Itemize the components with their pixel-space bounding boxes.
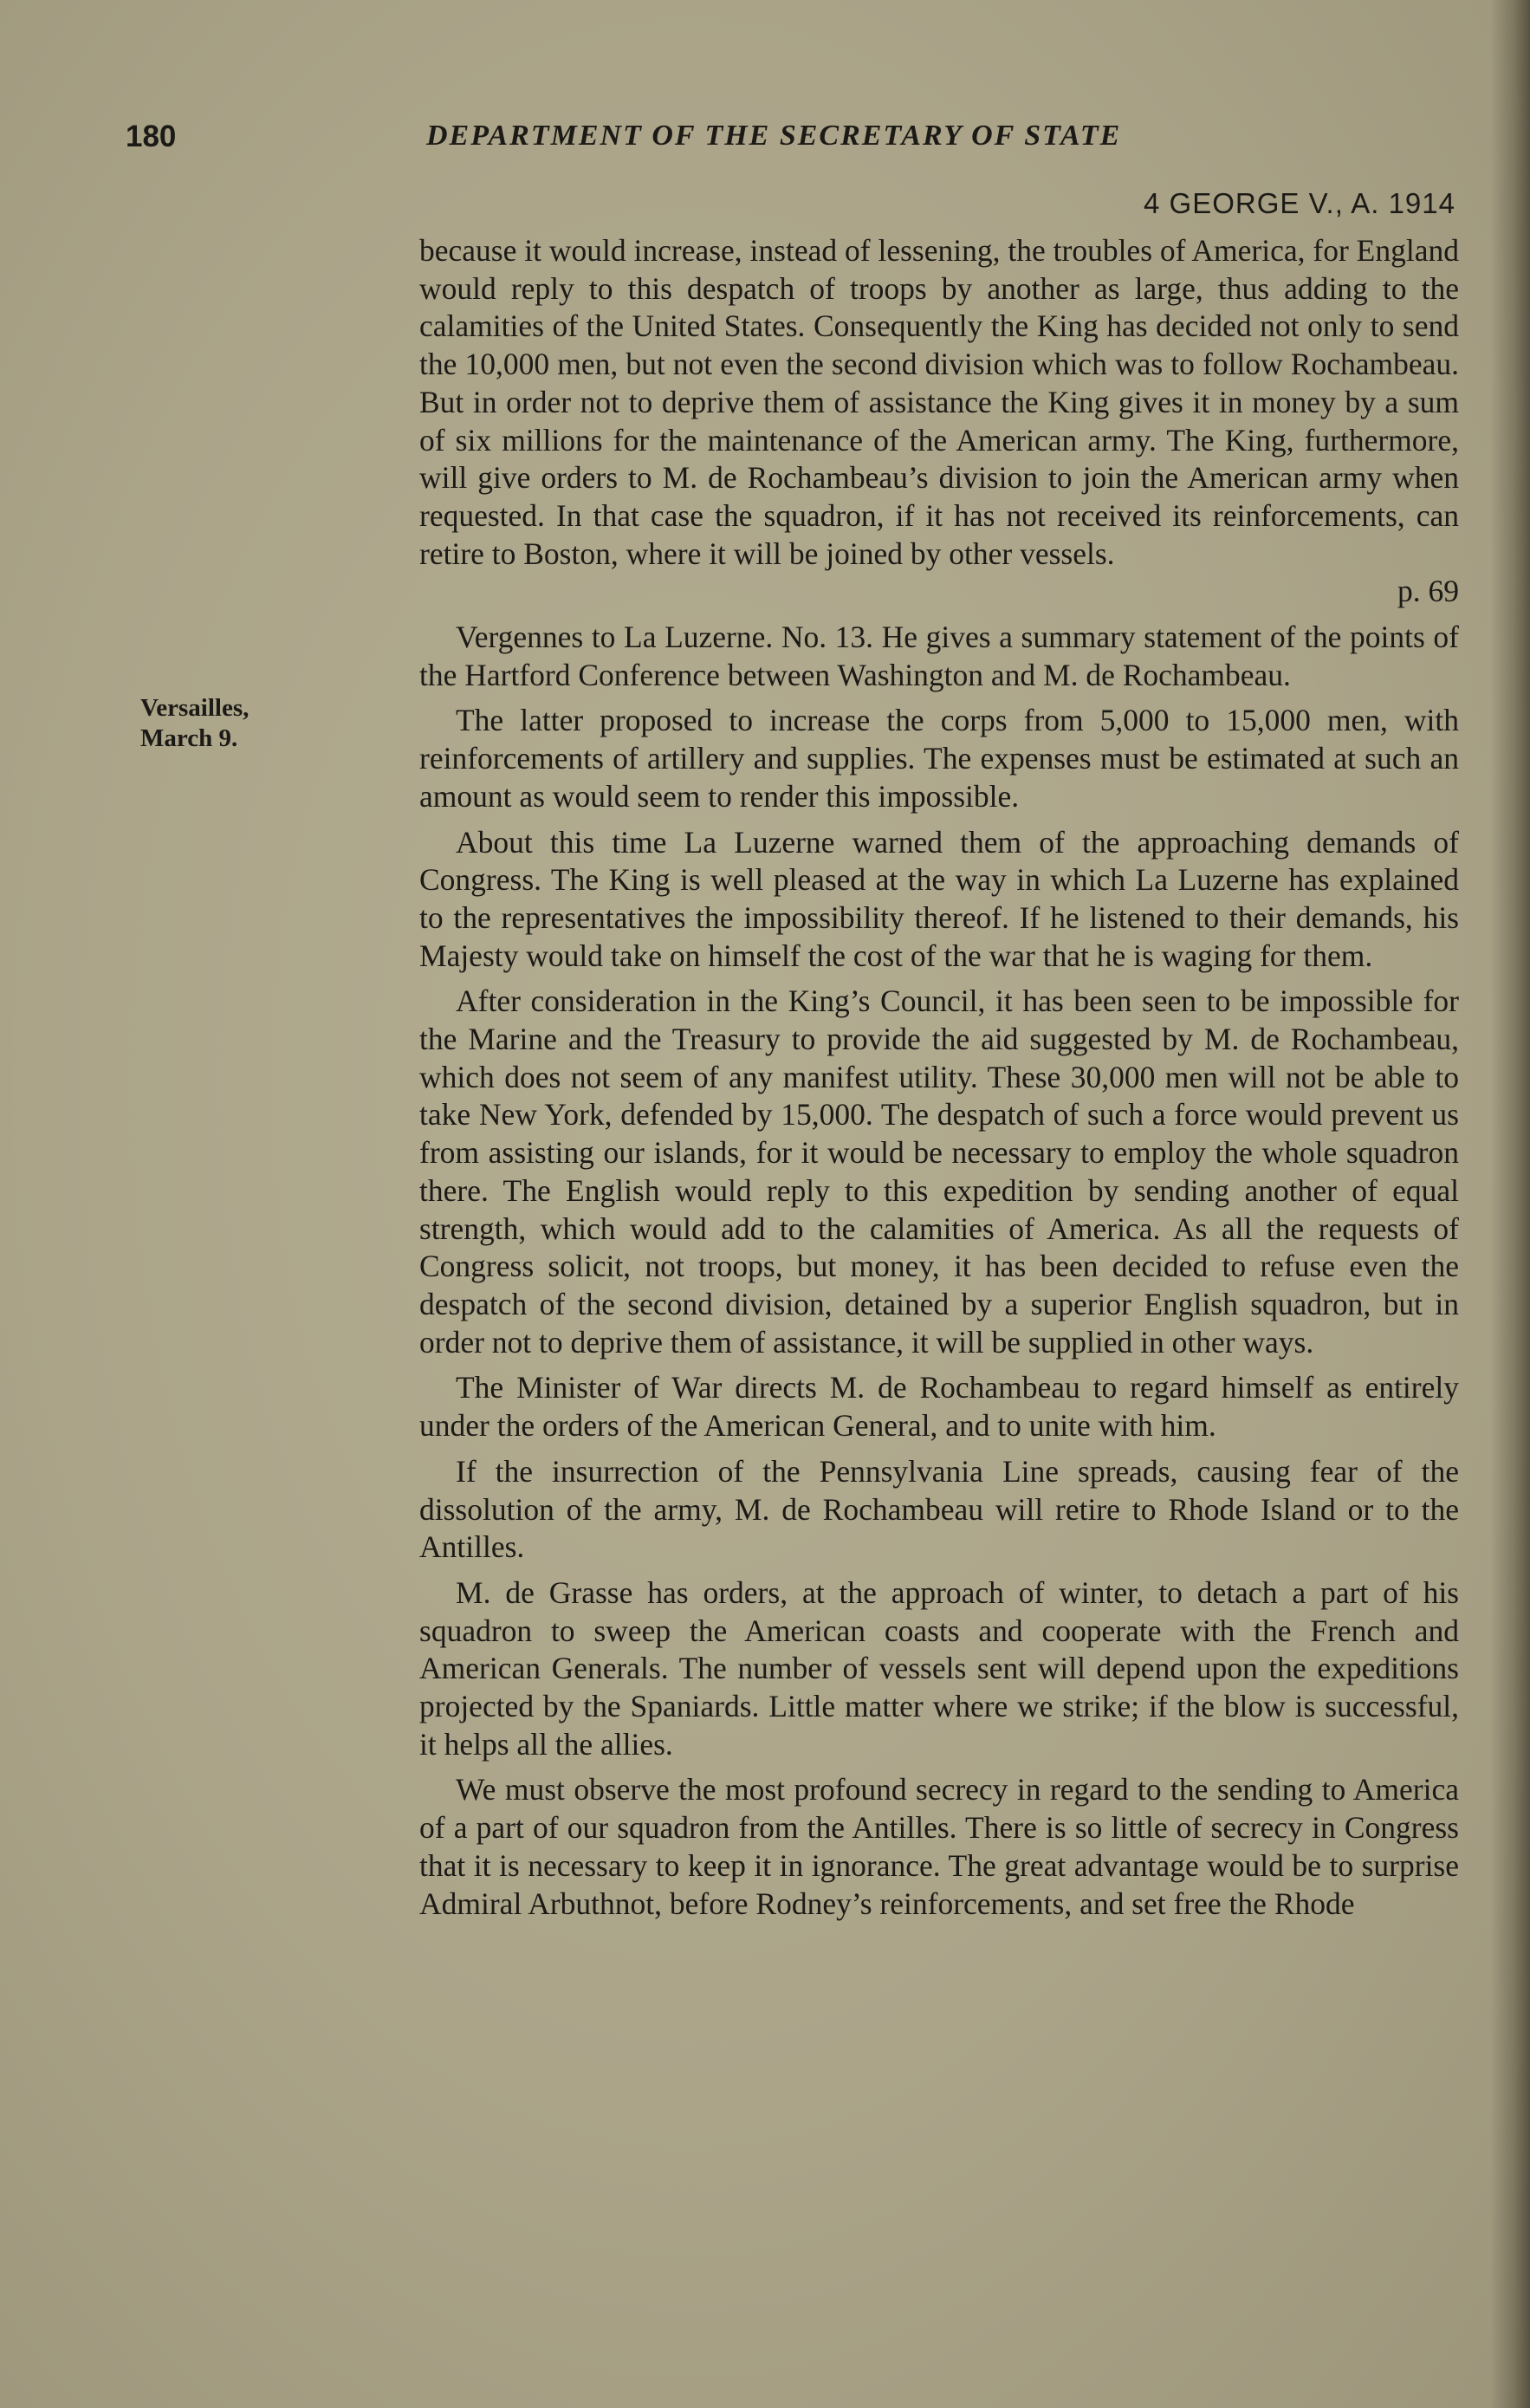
page-number: 180 (126, 120, 177, 153)
margin-note-place: Versailles, (140, 694, 250, 722)
paragraph-2: Vergennes to La Luzerne. No. 13. He gives a summary statement of the points of the Hartford Conference between Washington and M. de Rochambeau. (419, 620, 1459, 692)
paragraph-4: About this time La Luzerne warned them of the approaching demands of Congress. The King is well pleased at the way in which La Luzerne has explained to the representatives the impossibility thereof. If he listened to their demands, his Majesty would take on himself the cost of the war that he is waging for them. (419, 824, 1459, 973)
paragraph-9: We must observe the most profound secrecy in regard to the sending to America of a part of our squadron from the Antilles. There is so little of secrecy in Congress that it is necessary to keep it in ignorance. The great advantage would be to surprise Admiral Arbuthnot, before Rodney’s reinforcements, and set free the Rhode (419, 1772, 1459, 1921)
margin-note (140, 693, 249, 754)
paragraph-5: After consideration in the King’s Council, it has been seen to be impossible for the Marine and the Treasury to provide the aid suggested by M. de Rochambeau, which does not seem of any manifest utility. These 30,000 men will not be able to take New York, defended by 15,000. The despatch of such a force would prevent us from assisting our islands, for it would be necessary to employ the whole squadron there. The English would reply to this expedition by sending another of equal strength, which would add to the calamities of America. As all the requests of Congress solicit, not troops, but money, it has been decided to refuse even the despatch of the second division, detained by a superior English squadron, but in order not to deprive them of assistance, it will be supplied in other ways. (419, 983, 1459, 1360)
session-reference: 4 GEORGE V., A. 1914 (1144, 187, 1455, 219)
paragraph-8: M. de Grasse has orders, at the approach of winter, to detach a part of his squadron to sweep the American coasts and cooperate with the French and American Generals. The number of vessels sent will depend upon the expeditions projected by the Spaniards. Little matter where we strike; if the blow is successful, it helps all the allies. (419, 1574, 1459, 1762)
paragraph-3: The latter proposed to increase the corps from 5,000 to 15,000 men, with reinforcements of artillery and supplies. The expenses must be estimated at such an amount as would seem to render this impossible. (419, 703, 1459, 814)
page-edge-shadow (1490, 0, 1530, 2408)
page-reference: p. 69 (1397, 574, 1459, 609)
running-head: DEPARTMENT OF THE SECRETARY OF STATE (426, 120, 1122, 152)
paragraph-6: The Minister of War directs M. de Rochambeau to regard himself as entirely under the orders of the American General, and to unite with him. (419, 1370, 1459, 1444)
margin-note-date: March 9. (140, 724, 238, 752)
paragraph-1-text: because it would increase, instead of lessening, the troubles of America, for England would reply to this despatch of troops by another as large, thus adding to the calamities of the United States. Consequently the King has decided not only to send the 10,000 men, but not even the second division which was to follow Rochambeau. But in order not to deprive them of assistance the King gives it in money by a sum of six millions for the maintenance of the American army. The King, furthermore, will give orders to M. de Rochambeau’s division to join the American army when requested. In that case the squadron, if it has not received its reinforcements, can retire to Boston, where it will be joined by other vessels. (419, 233, 1459, 571)
paragraph-7: If the insurrection of the Pennsylvania Line spreads, causing fear of the dissolution of the army, M. de Rochambeau will retire to Rhode Island or to the Antilles. (419, 1453, 1459, 1565)
body-text (419, 232, 1459, 1931)
paragraph-1 (419, 232, 1459, 611)
